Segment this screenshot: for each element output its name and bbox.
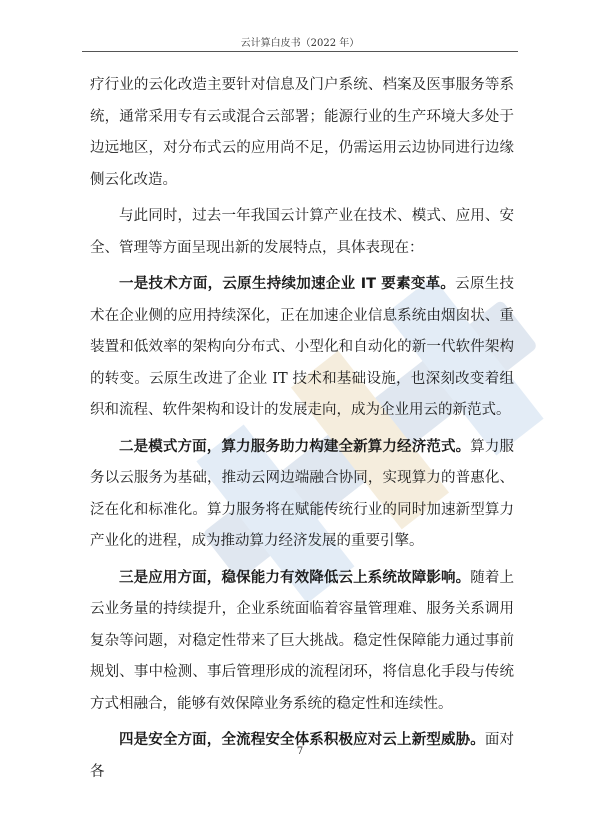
running-header: 云计算白皮书（2022 年） <box>240 38 360 49</box>
paragraph-technology <box>90 269 514 427</box>
paragraph-intro <box>90 201 514 264</box>
paragraph-text: 疗行业的云化改造主要针对信息及门户系统、档案及医事服务等系统，通常采用专有云或混合云部署；能源行业的生产环境大多处于边远地区，对分布式云的应用尚不足，仍需运用云边协同进行边缘侧云化改造。 <box>90 77 514 188</box>
paragraph-text: 云原生技术在企业侧的应用持续深化，正在加速企业信息系统由烟囱状、重装置和低效率的架构向分布式、小型化和自动化的新一代软件架构的转变。云原生改进了企业 IT 技术和基础设施，也深刻改变着组织和流程、软件架构和设计的发展走向，成为企业用云的新范式。 <box>90 276 514 418</box>
paragraph-lead: 一是技术方面，云原生持续加速企业 IT 要素变革。 <box>119 276 456 292</box>
body-text <box>90 70 514 793</box>
paragraph-text: 随着上云业务量的持续提升，企业系统面临着容量管理难、服务关系调用复杂等问题，对稳定性带来了巨大挑战。稳定性保障能力通过事前规划、事中检测、事后管理形成的流程闭环，将信息化手段与传统方式相融合，能够有效保障业务系统的稳定性和连续性。 <box>90 569 515 712</box>
paragraph-application <box>90 563 514 721</box>
paragraph-lead: 三是应用方面，稳保能力有效降低云上系统故障影响。 <box>119 569 471 586</box>
paragraph-text: 面对各 <box>90 732 515 780</box>
paragraph-continuation <box>90 70 514 196</box>
paragraph-lead: 二是模式方面，算力服务助力构建全新算力经济范式。 <box>119 438 471 455</box>
paragraph-text: 与此同时，过去一年我国云计算产业在技术、模式、应用、安全、管理等方面呈现出新的发展特点，具体表现在： <box>90 208 514 256</box>
paragraph-text: 算力服务以云服务为基础，推动云网边端融合协同，实现算力的普惠化、泛在化和标准化。算力服务将在赋能传统行业的同时加速新型算力产业化的进程，成为推动算力经济发展的重要引擎。 <box>90 438 515 549</box>
paragraph-lead: 四是安全方面，全流程安全体系积极应对云上新型威胁。 <box>119 732 485 748</box>
page-number: 7 <box>296 746 304 757</box>
header-rule <box>82 51 518 52</box>
paragraph-model <box>90 432 514 558</box>
